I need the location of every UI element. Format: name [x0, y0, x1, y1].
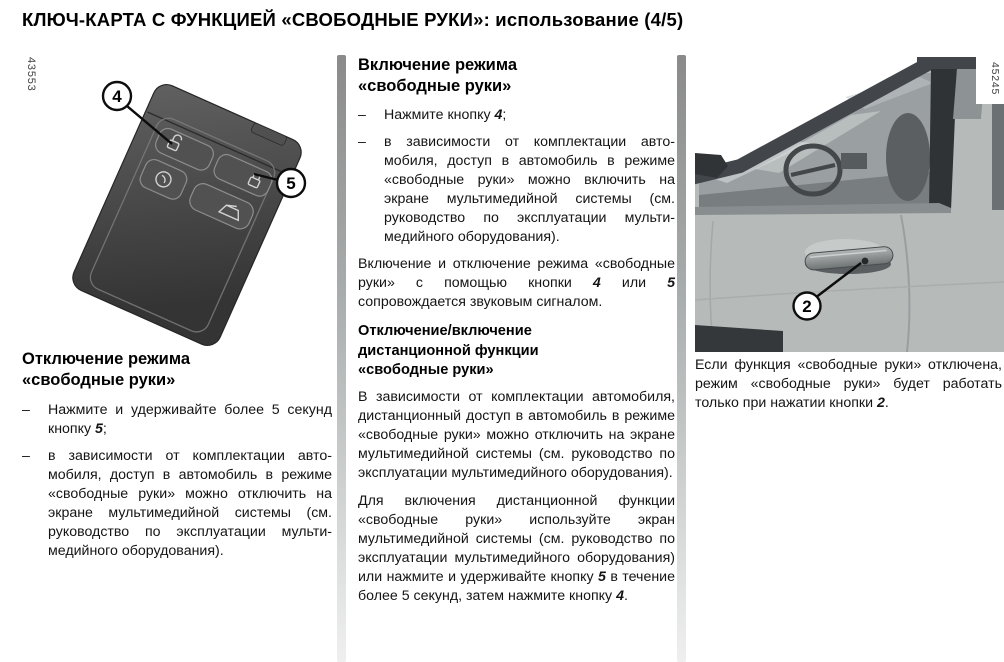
- text-segment: ;: [102, 421, 107, 437]
- paragraph: В зависимости от комплектации автомобиля, дистанционный доступ в автомобиль в режиме «свободные руки» можно отключить на экране мультимедийной системы (см. руководство по эксплуатации мультимедийного оборудования).: [358, 388, 675, 481]
- heading-line: «свободные руки»: [358, 362, 494, 378]
- photo-caption: [695, 356, 1002, 413]
- bullet-text: в зависимости от комплектации автомобиля, доступ в автомобиль в режиме «свободные руки» можно включить на экране мультимедийной системы (см. руководство по эксплуатации мультимедийного оборудования).: [384, 134, 675, 245]
- paragraph: [358, 492, 675, 606]
- keycard: [68, 80, 305, 350]
- text-segment: Нажмите кнопку: [384, 107, 495, 123]
- subsection-heading: [358, 322, 675, 381]
- paragraph: [358, 255, 675, 312]
- keycard-figure: [22, 70, 342, 365]
- bullet-marker: –: [22, 448, 30, 464]
- text-segment: ;: [502, 107, 507, 123]
- callout-2: 2: [802, 297, 812, 316]
- left-bullet-list: [22, 401, 332, 569]
- button-number: 4: [616, 587, 624, 604]
- car-figure: [695, 57, 1004, 352]
- keycard-body: [68, 80, 305, 350]
- callout-4: 4: [112, 87, 122, 106]
- list-item: [22, 401, 332, 439]
- middle-column: [358, 55, 675, 615]
- text-segment: Для включения дистанционной функции «свободные руки» используйте экран мультимедийной системы (см. руководство по эксплуатации мультимедийного оборудования) или нажмите и удерживайте кнопку: [358, 492, 675, 585]
- text-segment: .: [884, 395, 889, 411]
- button-number: 2: [877, 395, 885, 411]
- bullet-marker: –: [22, 402, 30, 418]
- list-item: [358, 106, 675, 125]
- heading-line: «свободные руки»: [358, 77, 512, 95]
- heading-line: Включение режима: [358, 56, 517, 74]
- text-segment: .: [623, 587, 628, 604]
- bullet-marker: –: [358, 134, 366, 150]
- bullet-text: [48, 401, 332, 439]
- page-title: КЛЮЧ-КАРТА С ФУНКЦИЕЙ «СВОБОДНЫЕ РУКИ»: использование (4/5): [22, 9, 684, 30]
- text-segment: Включение и отключение режима «свободные руки» с помощью кнопки: [358, 256, 675, 291]
- text-segment: Если функция «свободные руки» отключена, режим «свободные руки» будет работать только при нажатии кнопки: [695, 357, 1002, 411]
- button-number: 5: [597, 568, 606, 585]
- section-heading-middle: [358, 55, 675, 97]
- figure-ref-left: 43553: [25, 57, 37, 92]
- text-segment: Нажмите и удерживайте более 5 секунд кнопку: [48, 402, 332, 437]
- callout-5: 5: [286, 174, 296, 193]
- button-number: 5: [95, 421, 103, 437]
- list-item: [358, 133, 675, 247]
- button-number: 4: [494, 107, 503, 123]
- button-number: 4: [592, 275, 601, 291]
- bullet-marker: –: [358, 107, 366, 123]
- heading-line: Отключение/включение: [358, 323, 532, 339]
- text-segment: в течение более 5 секунд, затем нажмите кнопку: [358, 568, 675, 604]
- text-segment: или: [600, 275, 668, 291]
- button-number: 5: [667, 275, 675, 291]
- bullet-text: [384, 106, 675, 125]
- list-item: [22, 447, 332, 561]
- heading-line: Отключение режима: [22, 350, 190, 368]
- figure-ref-right: 45245: [989, 62, 1001, 96]
- center-console: [841, 153, 867, 169]
- column-divider-right: [677, 55, 686, 662]
- bullet-text: в зависимости от комплектации автомобиля, доступ в автомобиль в режиме «свободные руки» можно отключить на экране мультимедийной системы (см. руководство по эксплуатации мультимедийного оборудования).: [48, 448, 332, 559]
- handle-button: [862, 258, 869, 265]
- heading-line: дистанционной функции: [358, 342, 539, 359]
- section-heading-left: [22, 349, 332, 391]
- text-segment: сопровождается звуковым сигналом.: [358, 294, 603, 310]
- car-seat: [886, 113, 930, 201]
- heading-line: «свободные руки»: [22, 371, 176, 389]
